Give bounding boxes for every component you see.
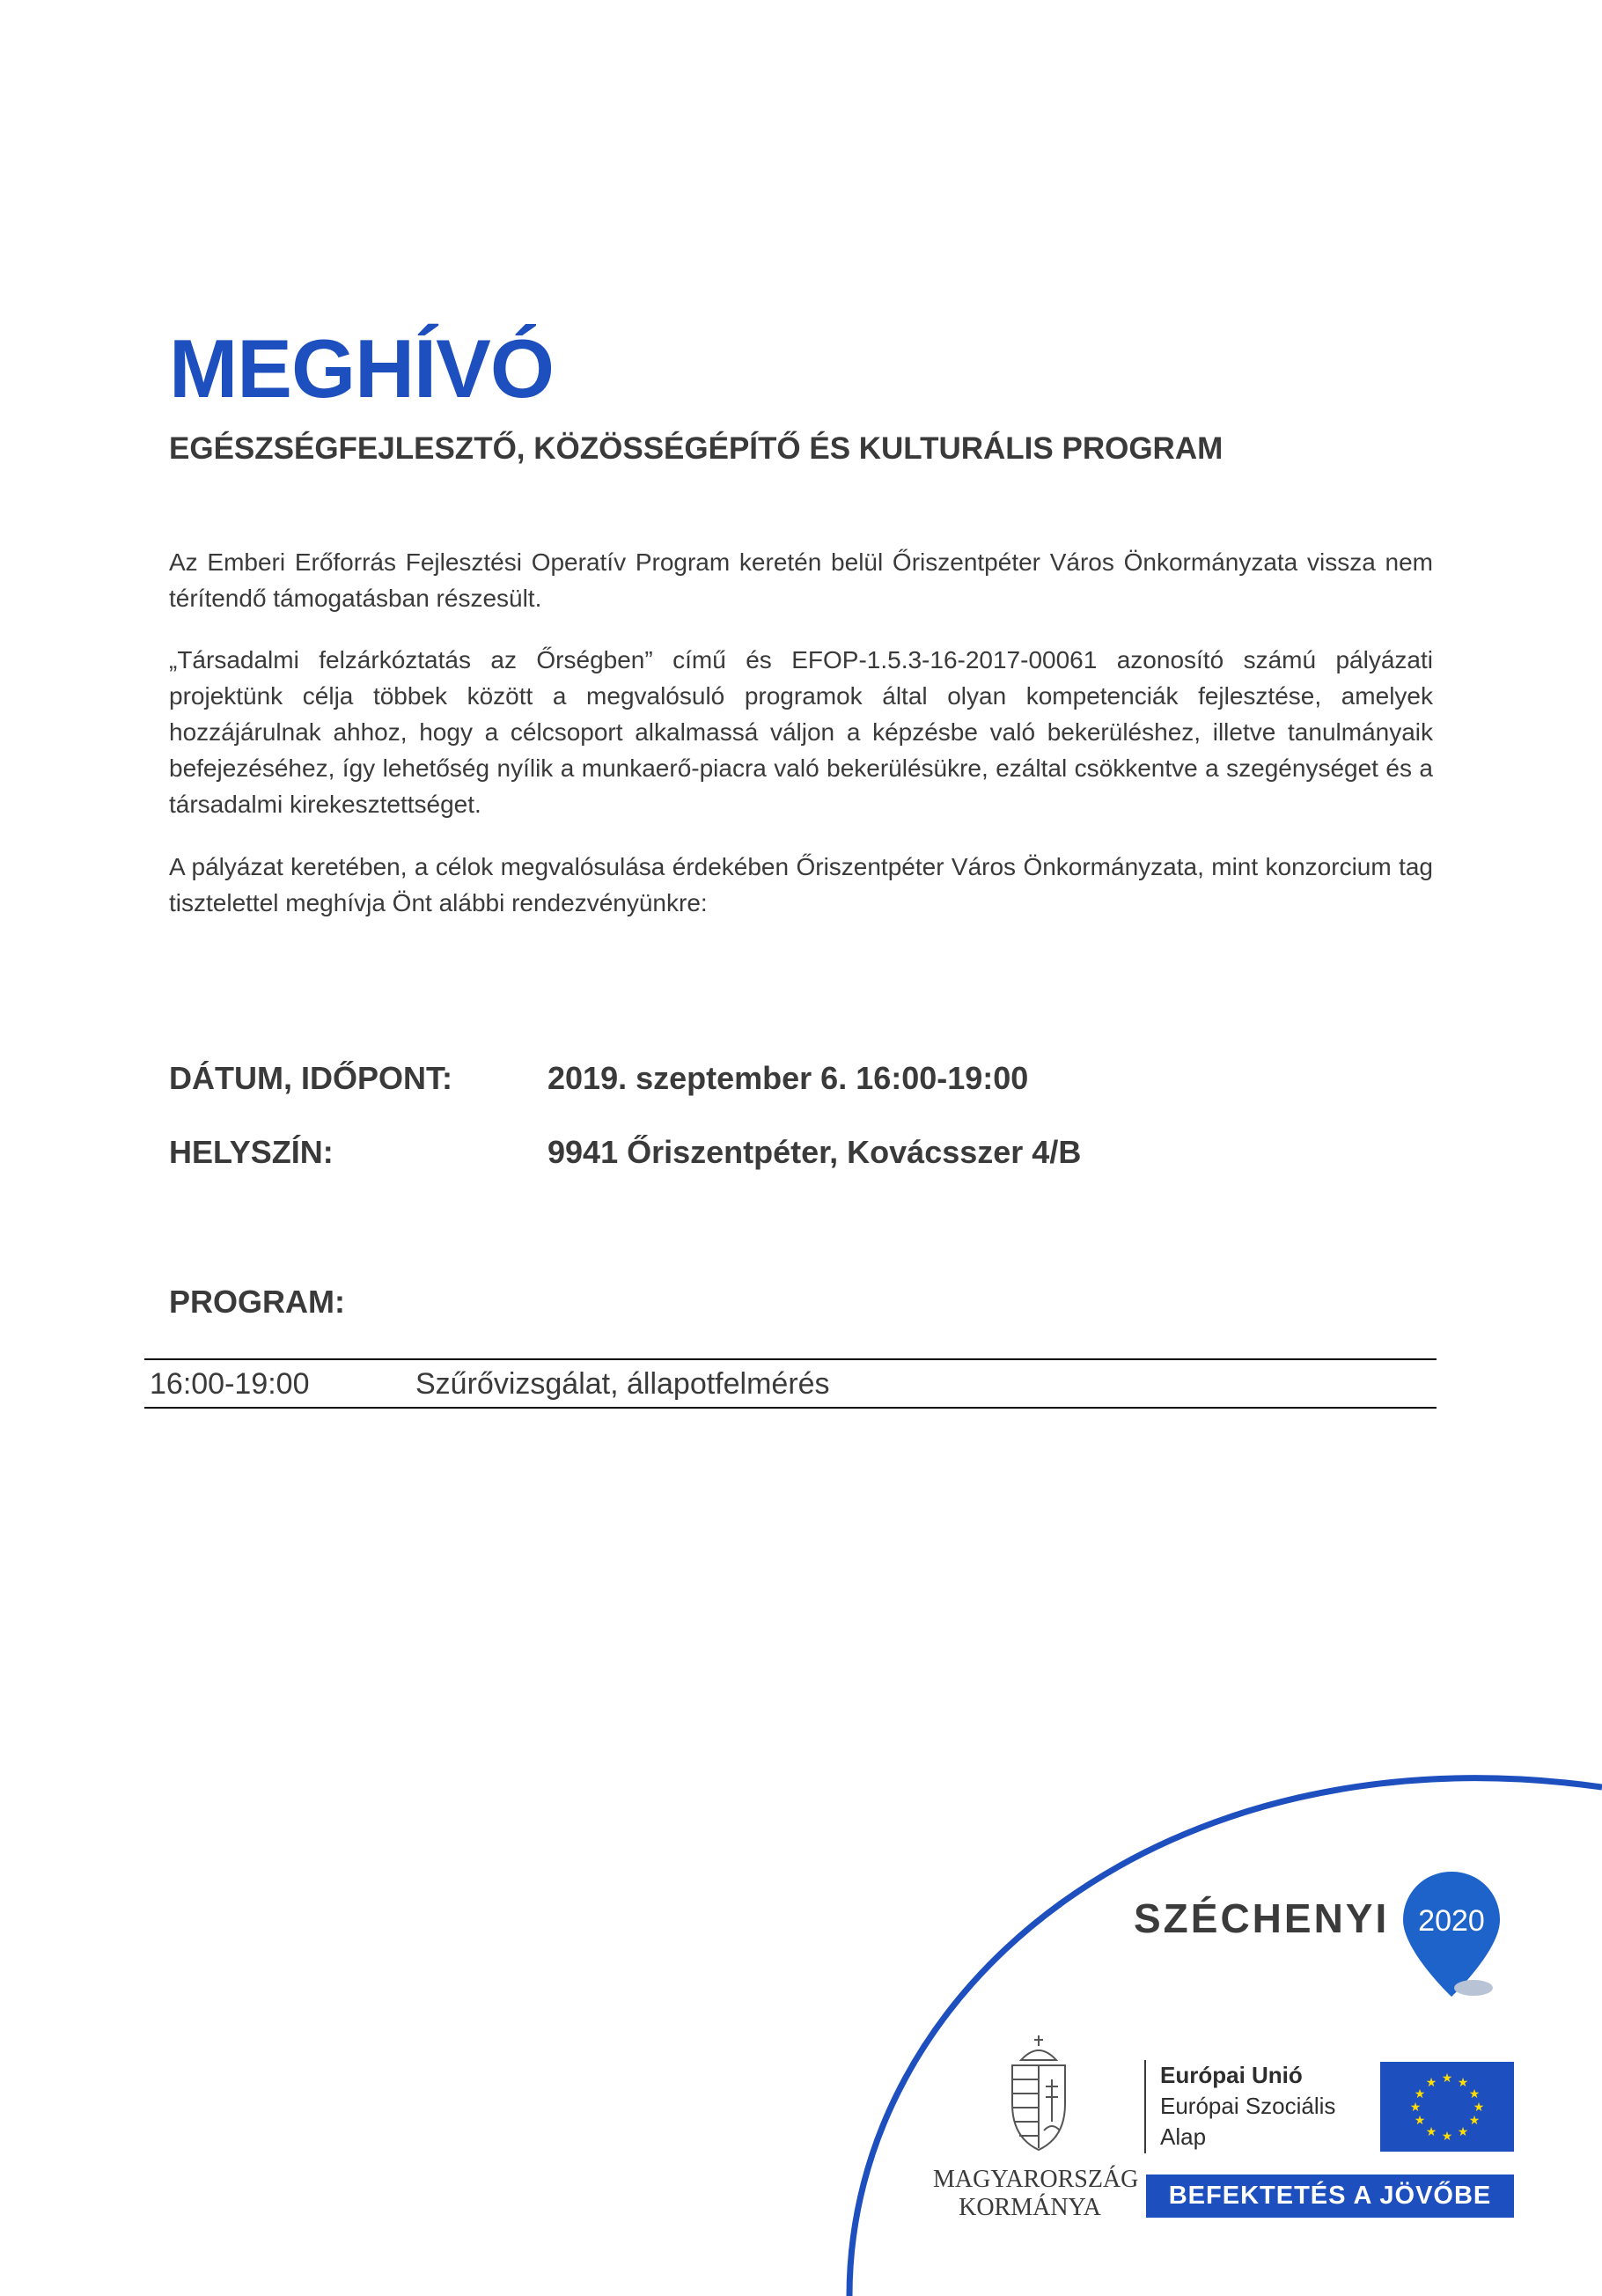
szechenyi-year: 2020 bbox=[1418, 1904, 1485, 1938]
szechenyi-2020-pin-icon bbox=[1401, 1870, 1502, 1998]
svg-text:★: ★ bbox=[1457, 2125, 1469, 2139]
svg-text:★: ★ bbox=[1468, 2114, 1481, 2128]
location-label: HELYSZÍN: bbox=[169, 1134, 334, 1170]
eu-title: Európai Unió bbox=[1160, 2062, 1303, 2088]
project-paragraph: „Társadalmi felzárkóztatás az Őrségben” című és EFOP-1.5.3-16-2017-00061 azonosító számú pályázati projektünk célja többek között a megvalósuló programok által olyan kompetenciák fejlesztése, amelyek hozzájárulnak ahhoz, hogy a célcsoport alkalmassá váljon a képzésbe való bekerüléshez, illetve tanulmányaik befejezéséhez, így lehetőség nyílik a munkaerő-piacra való bekerülésükre, ezáltal csökkentve a szegénységet és a társadalmi kirekesztettséget. bbox=[169, 646, 1433, 818]
svg-text:★: ★ bbox=[1473, 2101, 1485, 2115]
page-title: MEGHÍVÓ bbox=[169, 322, 554, 415]
svg-text:★: ★ bbox=[1441, 2072, 1453, 2086]
eu-flag-icon bbox=[1380, 2062, 1514, 2152]
location-value: 9941 Őriszentpéter, Kovácsszer 4/B bbox=[547, 1134, 1082, 1170]
page-subtitle: EGÉSZSÉGFEJLESZTŐ, KÖZÖSSÉGÉPÍTŐ ÉS KULTURÁLIS PROGRAM bbox=[169, 431, 1224, 466]
svg-text:★: ★ bbox=[1468, 2087, 1481, 2101]
logo-divider bbox=[1144, 2060, 1146, 2153]
program-label: PROGRAM: bbox=[169, 1284, 345, 1320]
svg-text:★: ★ bbox=[1414, 2114, 1426, 2128]
invitation-paragraph: A pályázat keretében, a célok megvalósulása érdekében Őriszentpéter Város Önkormányzata, mint konzorcium tag tisztelettel meghívja Önt alábbi rendezvényünkre: bbox=[169, 853, 1433, 916]
svg-text:★: ★ bbox=[1425, 2125, 1437, 2139]
szechenyi-logo-text: SZÉCHENYI bbox=[1134, 1895, 1390, 1941]
intro-paragraph: Az Emberi Erőforrás Fejlesztési Operatív Program keretén belül Őriszentpéter Város Önkormányzata vissza nem térítendő támogatásban részesült. bbox=[169, 548, 1433, 612]
svg-text:★: ★ bbox=[1409, 2101, 1422, 2115]
government-line-2: KORMÁNYA bbox=[959, 2194, 1101, 2221]
eu-line-3: Alap bbox=[1160, 2123, 1207, 2150]
program-activity: Szűrővizsgálat, állapotfelmérés bbox=[415, 1367, 830, 1401]
date-value: 2019. szeptember 6. 16:00-19:00 bbox=[547, 1060, 1029, 1096]
government-logo-text bbox=[933, 2166, 1139, 2222]
svg-text:★: ★ bbox=[1457, 2076, 1469, 2090]
invest-banner: BEFEKTETÉS A JÖVŐBE bbox=[1146, 2175, 1514, 2218]
svg-text:★: ★ bbox=[1414, 2087, 1426, 2101]
program-time: 16:00-19:00 bbox=[150, 1367, 310, 1401]
svg-text:★: ★ bbox=[1425, 2076, 1437, 2090]
program-table bbox=[144, 1358, 1437, 1409]
svg-text:★: ★ bbox=[1441, 2130, 1453, 2144]
date-label: DÁTUM, IDŐPONT: bbox=[169, 1060, 452, 1096]
government-line-1: MAGYARORSZÁG bbox=[933, 2166, 1139, 2193]
eu-line-2: Európai Szociális bbox=[1160, 2093, 1336, 2119]
eu-logo-text bbox=[1160, 2060, 1335, 2152]
coat-of-arms-icon bbox=[995, 2034, 1083, 2157]
